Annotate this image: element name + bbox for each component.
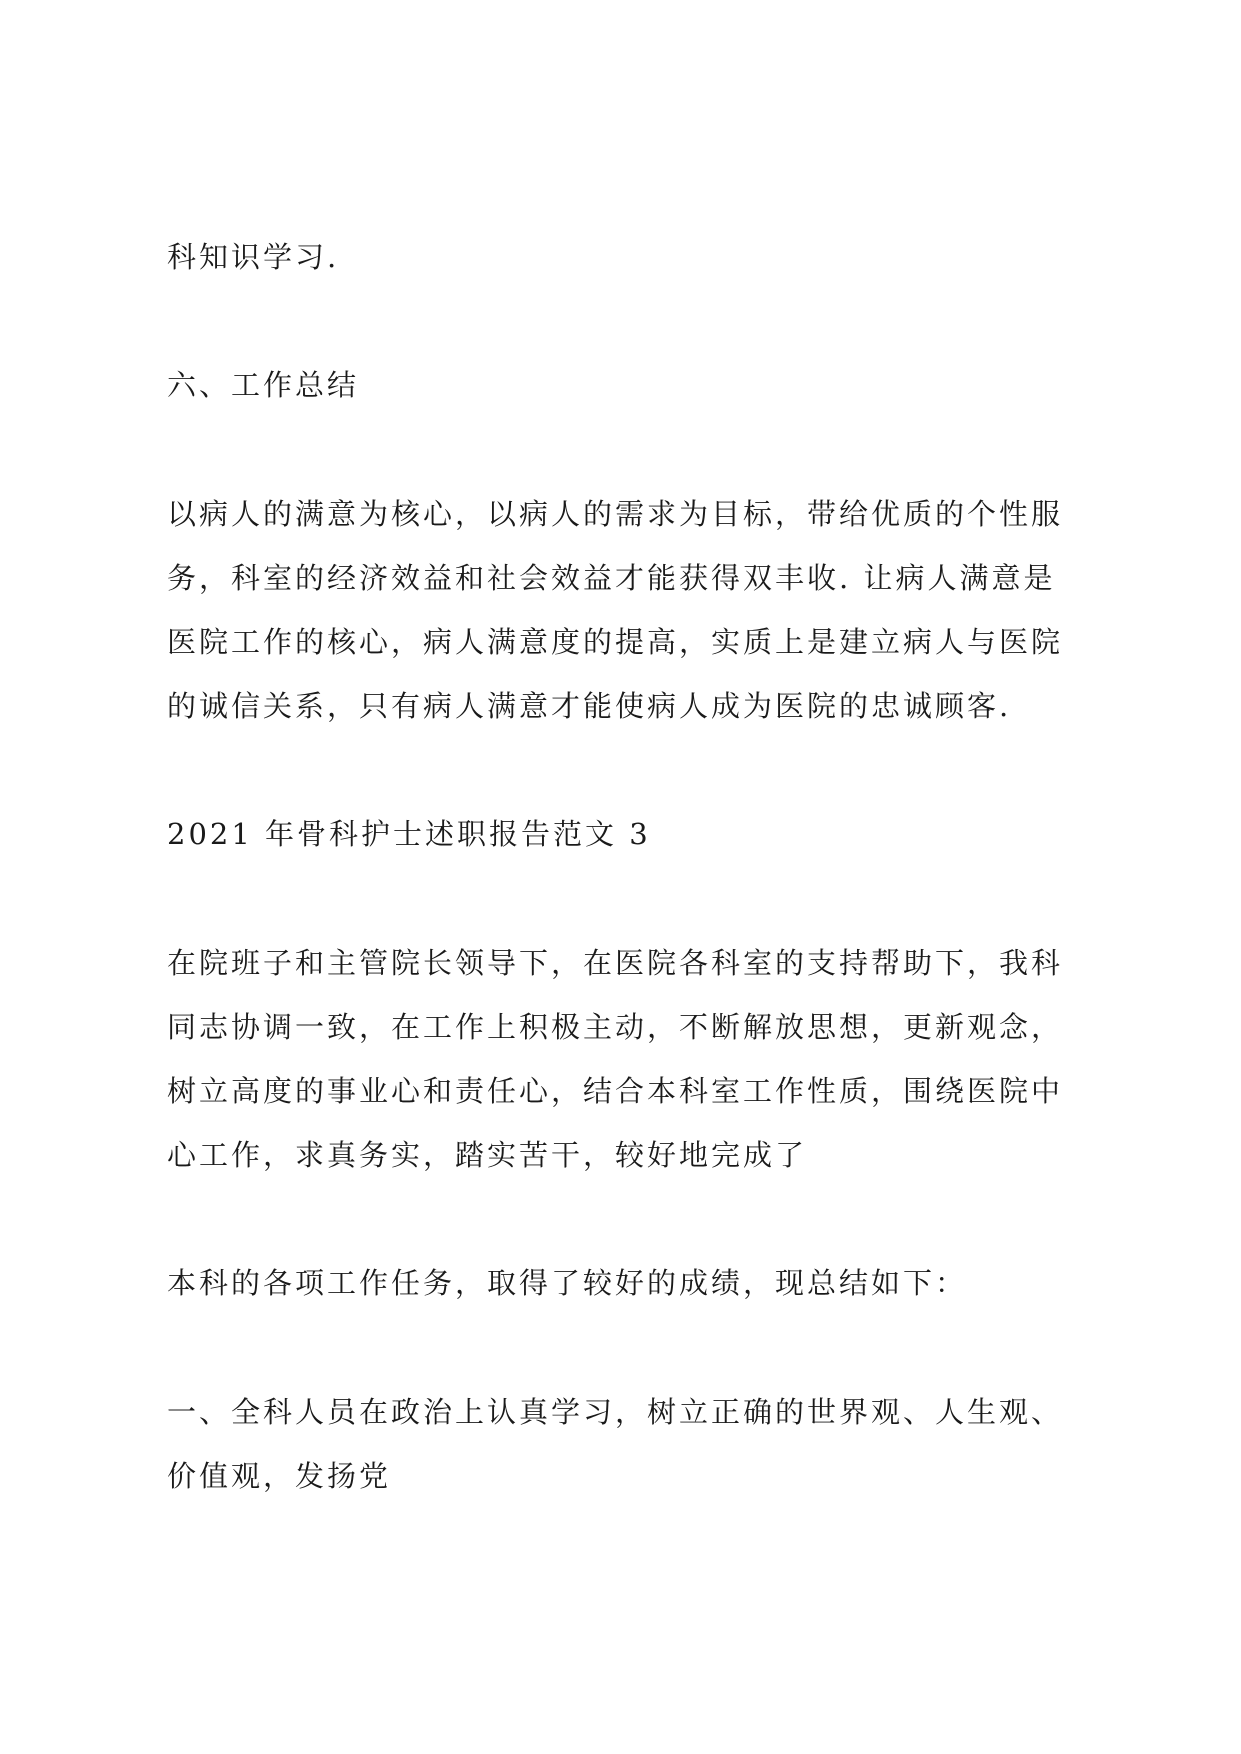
paragraph-continuation: 科知识学习. [167,240,340,274]
section-heading-work-summary: 六、工作总结 [167,368,360,402]
report-title: 2021 年骨科护士述职报告范文 3 [167,817,651,851]
paragraph-summary-intro: 本科的各项工作任务，取得了较好的成绩，现总结如下： [167,1266,968,1300]
paragraph-political-study: 一、全科人员在政治上认真学习，树立正确的世界观、人生观、 价值观，发扬党 [167,1395,1064,1493]
paragraph-patient-satisfaction: 以病人的满意为核心，以病人的需求为目标，带给优质的个性服 务，科室的经济效益和社会效益才能获得双丰收. 让病人满意是 医院工作的核心，病人满意度的提高，实质上是建立病人与医院 的诚信关系，只有病人满意才能使病人成为医院的忠诚顾客. [167,497,1064,723]
paragraph-department-work: 在院班子和主管院长领导下，在医院各科室的支持帮助下，我科 同志协调一致，在工作上积极主动，不断解放思想，更新观念， 树立高度的事业心和责任心，结合本科室工作性质，围绕医院中 心工作，求真务实，踏实苦干，较好地完成了 [167,946,1064,1172]
